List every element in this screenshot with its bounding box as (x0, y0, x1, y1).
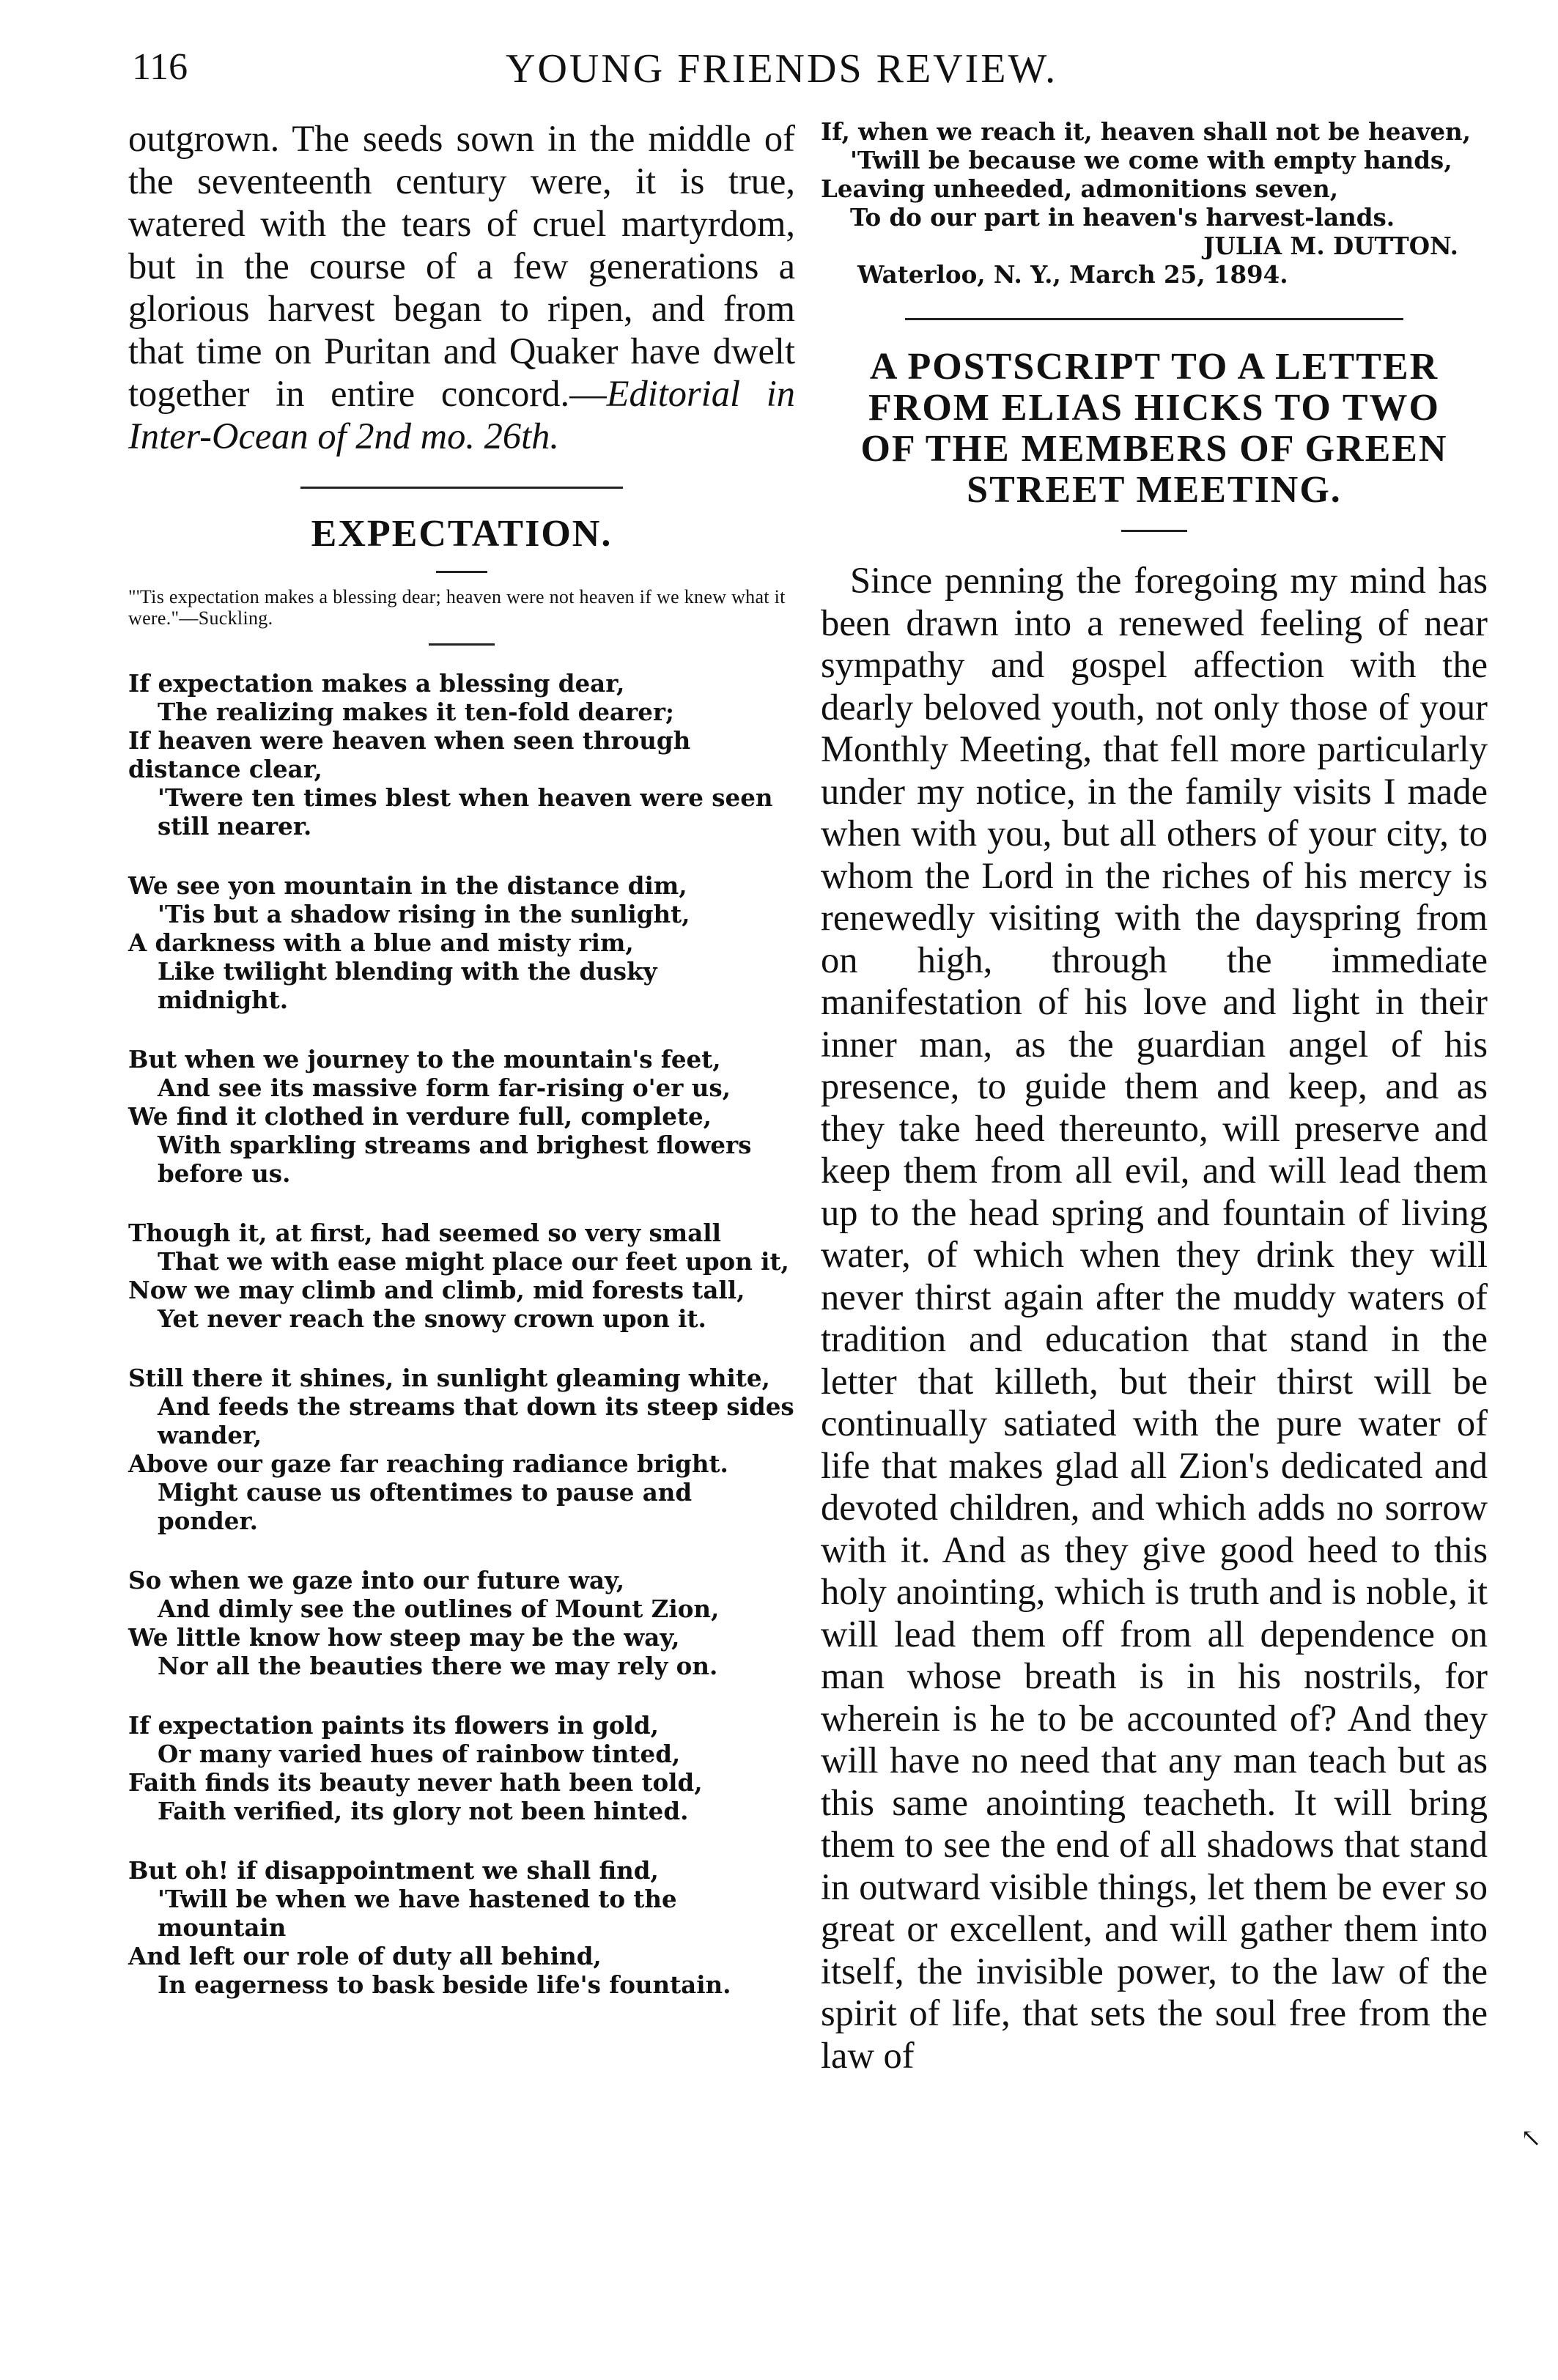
poem-expectation-ending (821, 117, 1488, 232)
running-title: YOUNG FRIENDS REVIEW. (506, 46, 1058, 92)
article-title: A POSTSCRIPT TO A LETTER FROM ELIAS HICKS TO TWO OF THE MEMBERS OF GREEN STREET MEETING. (860, 346, 1448, 511)
stanza-8 (128, 1856, 795, 1999)
poem-line: Like twilight blending with the dusky midnight. (158, 957, 657, 1014)
poem-line: And see its massive form far-rising o'er us, (158, 1073, 731, 1102)
poem-line: That we with ease might place our feet upon it, (158, 1247, 789, 1276)
poem-line: But when we journey to the mountain's feet, (128, 1045, 721, 1073)
poem-line: And feeds the streams that down its steep sides wander, (158, 1392, 794, 1449)
margin-mark: ↖ (1521, 2125, 1542, 2152)
poem-line: 'Twill be when we have hastened to the mountain (158, 1885, 677, 1942)
poem-line: And left our role of duty all behind, (128, 1942, 602, 1970)
poem-line: So when we gaze into our future way, (128, 1566, 625, 1594)
poem-line: To do our part in heaven's harvest-lands. (850, 203, 1395, 232)
stanza-5 (128, 1364, 795, 1535)
poem-line: 'Tis but a shadow rising in the sunlight, (158, 900, 690, 928)
left-column (128, 117, 795, 2030)
poem-line: Yet never reach the snowy crown upon it. (158, 1304, 706, 1333)
title-rule (436, 571, 487, 573)
poem-author: JULIA M. DUTTON. (1203, 232, 1458, 260)
title-rule (1121, 530, 1187, 532)
poem-expectation (128, 669, 795, 1999)
poem-title: EXPECTATION. (311, 513, 613, 555)
poem-line: And dimly see the outlines of Mount Zion, (158, 1594, 720, 1623)
poem-line: 'Twill be because we come with empty hands, (850, 146, 1452, 174)
poem-dateline: Waterloo, N. Y., March 25, 1894. (857, 260, 1288, 289)
poem-line: If expectation makes a blessing dear, (128, 669, 625, 698)
poem-line: If heaven were heaven when seen through distance clear, (128, 726, 691, 783)
poem-line: A darkness with a blue and misty rim, (128, 928, 634, 957)
article-body: Since penning the foregoing my mind has been drawn into a renewed feeling of near sympathy and gospel affection with the dearly beloved youth, not only those of your Monthly Meeting, that fell more particularly under my notice, in the family visits I made when with you, but all others of your city, to whom the Lord in the riches of his mercy is renewedly visiting with the dayspring from on high, through the immediate manifestation of his love and light in their inner man, as the guardian angel of his presence, to guide them and keep, and as they take heed thereunto, will preserve and keep them from all evil, and will lead them up to the head spring and fountain of living water, of which when they drink they will never thirst again after the muddy waters of tradition and education that stand in the letter that killeth, but their thirst will be continually satiated with the pure water of life that makes glad all Zion's dedicated and devoted children, and which adds no sorrow with it. And as they give good heed to this holy anointing, which is truth and is noble, it will lead them off from all dependence on man whose breath is in his nostrils, for wherein is he to be accounted of? And they will have no need that any man teach but as this same anointing teacheth. It will bring them to see the end of all shadows that stand in outward visible things, let them be ever so great or excellent, and will gather them into itself, the invisible power, to the law of the spirit of life, that sets the soul free from the law of (821, 560, 1488, 2076)
stanza-1 (128, 669, 795, 840)
stanza-2 (128, 871, 795, 1014)
editorial-text: outgrown. The seeds sown in the middle of the seventeenth century were, it is true, watered with the tears of cruel martyrdom, but in the course of a few generations a glorious harvest began to ripen, and from that time on Puritan and Quaker have dwelt together in entire concord.— (128, 118, 795, 414)
stanza-6 (128, 1566, 795, 1680)
poem-line: If expectation paints its flowers in gold, (128, 1711, 659, 1740)
poem-line: We see yon mountain in the distance dim, (128, 871, 687, 900)
poem-line: Above our gaze far reaching radiance bright. (128, 1449, 728, 1478)
stanza-4 (128, 1219, 795, 1333)
poem-line: We find it clothed in verdure full, complete, (128, 1102, 712, 1131)
poem-line: If, when we reach it, heaven shall not be heaven, (821, 117, 1471, 146)
poem-line: Though it, at first, had seemed so very small (128, 1219, 721, 1247)
right-column (821, 117, 1488, 2077)
poem-line: With sparkling streams and brighest flowers before us. (158, 1131, 752, 1188)
poem-line: Might cause us oftentimes to pause and ponder. (158, 1478, 693, 1535)
editorial-source: Editorial in Inter-Ocean of 2nd mo. 26th. (128, 373, 795, 457)
epigraph-rule (429, 643, 495, 646)
page-header (0, 45, 1558, 111)
section-divider (300, 487, 623, 489)
poem-line: 'Twere ten times blest when heaven were seen still nearer. (158, 783, 773, 840)
section-divider (905, 318, 1403, 320)
poem-line: In eagerness to bask beside life's fountain. (158, 1970, 731, 1999)
stanza-7 (128, 1711, 795, 1825)
poem-line: Faith verified, its glory not been hinted. (158, 1797, 689, 1825)
poem-line: But oh! if disappointment we shall find, (128, 1856, 659, 1885)
poem-line: Still there it shines, in sunlight gleaming white, (128, 1364, 770, 1392)
epigraph: "'Tis expectation makes a blessing dear; heaven were not heaven if we knew what it were."—Suckling. (128, 586, 786, 629)
poem-line: Or many varied hues of rainbow tinted, (158, 1740, 681, 1768)
poem-line: We little know how steep may be the way, (128, 1623, 680, 1652)
editorial-excerpt (128, 117, 795, 457)
stanza-3 (128, 1045, 795, 1188)
poem-line: Faith finds its beauty never hath been told, (128, 1768, 703, 1797)
poem-line: Leaving unheeded, admonitions seven, (821, 174, 1339, 203)
poem-line: Now we may climb and climb, mid forests tall, (128, 1276, 745, 1304)
poem-line: Nor all the beauties there we may rely on. (158, 1652, 718, 1680)
page-number: 116 (132, 46, 188, 88)
poem-line: The realizing makes it ten-fold dearer; (158, 698, 674, 726)
